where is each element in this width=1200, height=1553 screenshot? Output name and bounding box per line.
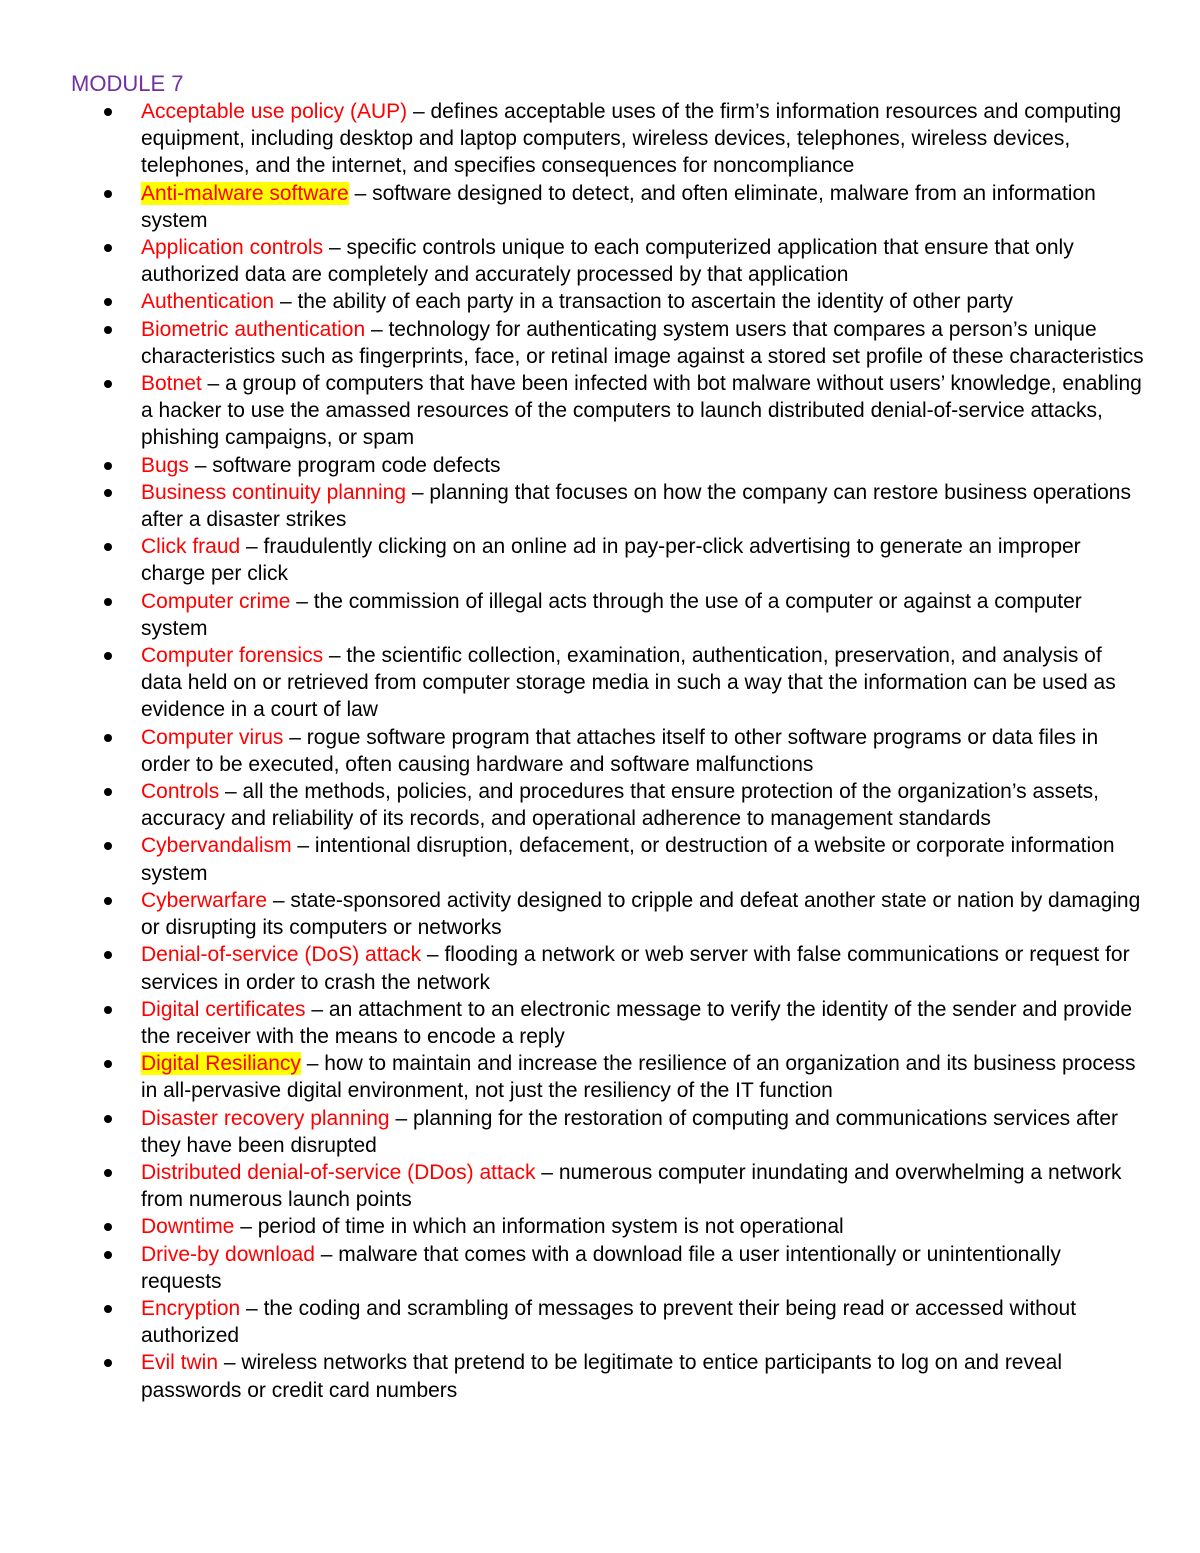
glossary-entry	[0, 452, 1200, 479]
glossary-entry	[0, 98, 1200, 180]
bullet-icon	[104, 1115, 112, 1123]
bullet-icon	[104, 326, 112, 334]
glossary-definition: – period of time in which an information system is not operational	[234, 1215, 844, 1239]
glossary-definition: – the commission of illegal acts through the use of a computer or against a computer system	[141, 589, 1082, 640]
glossary-entry	[0, 941, 1200, 995]
glossary-term: Evil twin	[141, 1351, 219, 1375]
glossary-definition: – planning that focuses on how the company can restore business operations after a disaster strikes	[141, 480, 1131, 532]
glossary-definition: – fraudulently clicking on an online ad in pay-per-click advertising to generate an improper charge per click	[141, 535, 1081, 586]
glossary-entry	[0, 533, 1200, 587]
glossary-entry	[0, 1050, 1200, 1104]
glossary-term: Disaster recovery planning	[141, 1106, 390, 1130]
glossary-definition: – specific controls unique to each computerized application that ensure that only authorized data are completely and accurately processed by that application	[141, 236, 1074, 287]
glossary-definition: – a group of computers that have been infected with bot malware without users’ knowledge, enabling a hacker to use the amassed resources of the computers to launch distributed denial-of-service attacks, phishing campaigns, or spam	[141, 372, 1142, 450]
bullet-icon	[104, 298, 112, 306]
glossary-definition: – planning for the restoration of computing and communications services after they have been disrupted	[141, 1106, 1119, 1157]
bullet-icon	[104, 543, 112, 551]
glossary-term: Computer forensics	[141, 644, 324, 668]
glossary-term: Computer virus	[141, 725, 284, 749]
bullet-icon	[104, 1223, 112, 1231]
glossary-entry	[0, 996, 1200, 1050]
glossary-term: Biometric authentication	[141, 317, 366, 341]
bullet-icon	[104, 788, 112, 796]
glossary-entry	[0, 588, 1200, 642]
glossary-term: Acceptable use policy (AUP)	[141, 100, 408, 123]
glossary-entry	[0, 180, 1200, 234]
glossary-definition: – the ability of each party in a transaction to ascertain the identity of other party	[274, 290, 1014, 314]
glossary-entry	[0, 370, 1200, 452]
bullet-icon	[104, 190, 112, 198]
glossary-term: Computer crime	[141, 589, 291, 613]
glossary-term: Click fraud	[141, 535, 241, 559]
bullet-icon	[104, 108, 112, 116]
bullet-icon	[104, 1006, 112, 1014]
glossary-entry	[0, 724, 1200, 778]
glossary-entry	[0, 642, 1200, 724]
bullet-icon	[104, 734, 112, 742]
glossary-definition: – flooding a network or web server with false communications or request for services in order to crash the network	[141, 943, 1130, 994]
glossary-entry	[0, 1295, 1200, 1349]
glossary-term: Encryption	[141, 1296, 241, 1320]
glossary-list	[0, 98, 1200, 1404]
glossary-definition: – technology for authenticating system users that compares a person’s unique characteristics such as fingerprints, face, or retinal image against a stored set profile of these characteristics	[141, 317, 1144, 368]
bullet-icon	[104, 380, 112, 388]
glossary-term: Drive-by download	[141, 1242, 315, 1266]
glossary-definition: – numerous computer inundating and overwhelming a network from numerous launch points	[141, 1160, 1122, 1212]
bullet-icon	[104, 842, 112, 850]
glossary-term: Denial-of-service (DoS) attack	[141, 943, 422, 967]
glossary-definition: – an attachment to an electronic message to verify the identity of the sender and provide the receiver with the means to encode a reply	[141, 997, 1133, 1048]
glossary-definition: – state-sponsored activity designed to cripple and defeat another state or nation by damaging or disrupting its computers or networks	[141, 888, 1141, 940]
glossary-term: Controls	[141, 780, 220, 804]
glossary-entry	[0, 479, 1200, 533]
glossary-term: Application controls	[141, 236, 324, 260]
glossary-definition: – defines acceptable uses of the firm’s information resources and computing equipment, including desktop and laptop computers, wireless devices, telephones, wireless devices, telephones, and the internet, and specifies consequences for noncompliance	[141, 100, 1122, 178]
glossary-term: Digital certificates	[141, 997, 306, 1021]
bullet-icon	[104, 598, 112, 606]
glossary-entry	[0, 316, 1200, 370]
glossary-term: Digital Resiliancy	[141, 1052, 301, 1076]
bullet-icon	[104, 489, 112, 497]
glossary-term: Authentication	[141, 290, 275, 314]
glossary-term: Downtime	[141, 1215, 235, 1239]
bullet-icon	[104, 897, 112, 905]
glossary-term: Cyberwarfare	[141, 888, 268, 912]
bullet-icon	[104, 1359, 112, 1367]
glossary-term: Distributed denial-of-service (DDos) attack	[141, 1160, 536, 1184]
glossary-entry	[0, 234, 1200, 288]
page-title: MODULE 7	[71, 71, 184, 96]
bullet-icon	[104, 951, 112, 959]
glossary-entry	[0, 1105, 1200, 1159]
bullet-icon	[104, 462, 112, 470]
glossary-term: Anti-malware software	[141, 181, 349, 205]
glossary-entry	[0, 887, 1200, 941]
bullet-icon	[104, 1060, 112, 1068]
bullet-icon	[104, 1305, 112, 1313]
glossary-definition: – the scientific collection, examination, authentication, preservation, and analysis of data held on or retrieved from computer storage media in such a way that the information can be used as evidence in a court of law	[141, 644, 1116, 722]
glossary-definition: – the coding and scrambling of messages to prevent their being read or accessed without authorized	[141, 1296, 1077, 1348]
glossary-definition: – malware that comes with a download file a user intentionally or unintentionally requests	[141, 1242, 1061, 1293]
glossary-term: Botnet	[141, 372, 202, 396]
glossary-entry	[0, 1213, 1200, 1240]
bullet-icon	[104, 244, 112, 252]
glossary-entry	[0, 1159, 1200, 1213]
glossary-definition: – intentional disruption, defacement, or destruction of a website or corporate information system	[141, 834, 1115, 885]
glossary-entry	[0, 1241, 1200, 1295]
glossary-entry	[0, 832, 1200, 886]
glossary-entry	[0, 288, 1200, 315]
glossary-definition: – wireless networks that pretend to be legitimate to entice participants to log on and reveal passwords or credit card numbers	[141, 1351, 1063, 1402]
glossary-definition: – how to maintain and increase the resilience of an organization and its business process in all-pervasive digital environment, not just the resiliency of the IT function	[141, 1052, 1136, 1103]
glossary-definition: – rogue software program that attaches itself to other software programs or data files in order to be executed, often causing hardware and software malfunctions	[141, 725, 1099, 776]
bullet-icon	[104, 1169, 112, 1177]
bullet-icon	[104, 1251, 112, 1259]
glossary-term: Business continuity planning	[141, 480, 407, 504]
glossary-term: Cybervandalism	[141, 834, 292, 858]
glossary-definition: – all the methods, policies, and procedures that ensure protection of the organization’s assets, accuracy and reliability of its records, and operational adherence to management standards	[141, 780, 1100, 831]
glossary-term: Bugs	[141, 453, 189, 477]
glossary-definition: – software program code defects	[188, 453, 501, 477]
glossary-definition: – software designed to detect, and often eliminate, malware from an information system	[141, 181, 1096, 232]
bullet-icon	[104, 652, 112, 660]
glossary-entry	[0, 778, 1200, 832]
glossary-entry	[0, 1349, 1200, 1403]
